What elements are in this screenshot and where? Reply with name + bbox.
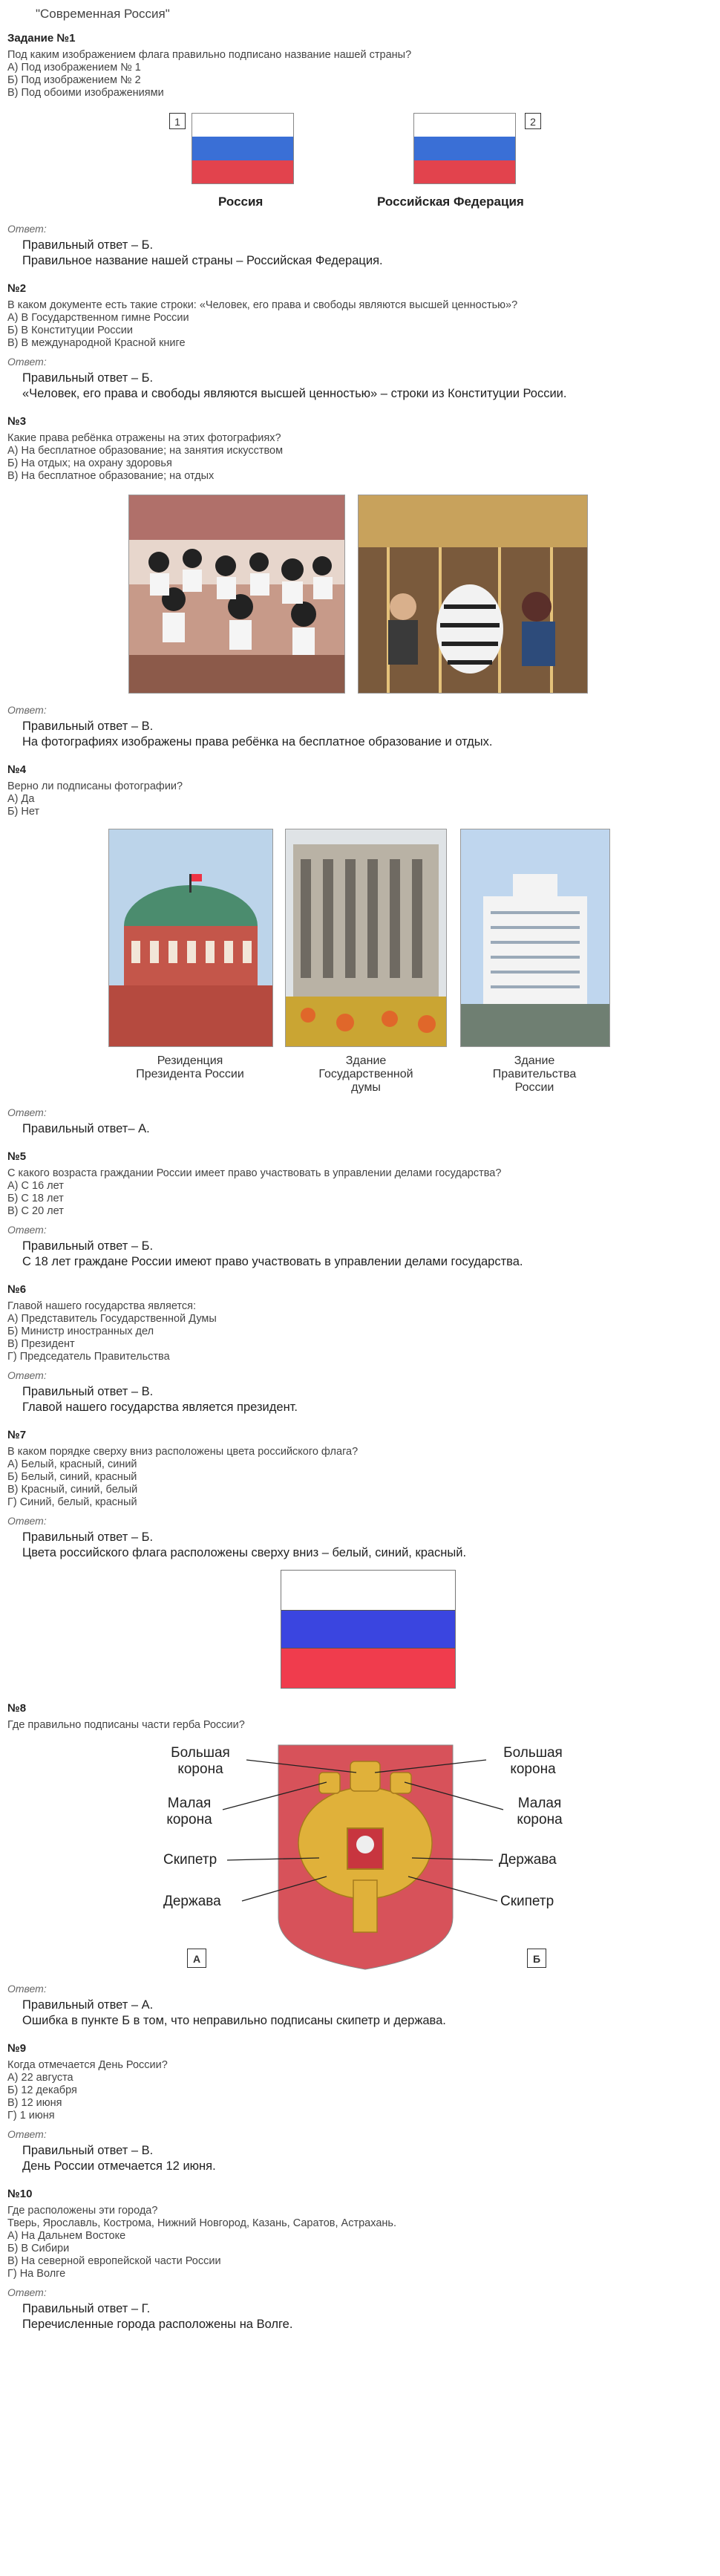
task-title: №5 bbox=[7, 1150, 27, 1163]
flags-figure bbox=[7, 100, 720, 217]
task-title: №6 bbox=[7, 1283, 27, 1296]
option: В) Красный, синий, белый bbox=[7, 1484, 138, 1496]
option: Б) Министр иностранных дел bbox=[7, 1326, 154, 1337]
task-title: №9 bbox=[7, 2042, 27, 2055]
option: Б) Белый, синий, красный bbox=[7, 1471, 137, 1483]
option: Г) Председатель Правительства bbox=[7, 1351, 170, 1363]
building-caption bbox=[288, 1054, 444, 1095]
option: Г) 1 июня bbox=[7, 2110, 55, 2122]
document-title: "Современная Россия" bbox=[36, 7, 170, 21]
task-5 bbox=[7, 1150, 720, 1270]
task-2 bbox=[7, 282, 720, 402]
answer-line: Правильный ответ – Г. bbox=[22, 2302, 151, 2315]
caption-line: Государственной bbox=[318, 1068, 413, 1080]
option: В) С 20 лет bbox=[7, 1205, 64, 1217]
option: А) Под изображением № 1 bbox=[7, 62, 141, 74]
answer-line: Правильный ответ – Б. bbox=[22, 1239, 154, 1253]
answer-label: Ответ: bbox=[7, 704, 47, 716]
answer-label: Ответ: bbox=[7, 1515, 47, 1527]
answer-label: Ответ: bbox=[7, 2286, 47, 2298]
question: Главой нашего государства является: bbox=[7, 1300, 197, 1312]
answer bbox=[7, 1384, 720, 1415]
question: Под каким изображением флага правильно подписано название нашей страны? bbox=[7, 49, 412, 61]
option: Б) На отдых; на охрану здоровья bbox=[7, 457, 172, 469]
building-caption bbox=[460, 1054, 609, 1095]
question: В каком порядке сверху вниз расположены цвета российского флага? bbox=[7, 1446, 359, 1458]
option: Г) Синий, белый, красный bbox=[7, 1496, 137, 1508]
option: В) 12 июня bbox=[7, 2097, 62, 2109]
answer-label: Ответ: bbox=[7, 2128, 47, 2140]
question: С какого возраста граждании России имеет право участвовать в управлении делами государства? bbox=[7, 1167, 502, 1179]
answer bbox=[7, 1239, 720, 1270]
task-title: №10 bbox=[7, 2188, 33, 2200]
number-box: 1 bbox=[169, 113, 186, 129]
coat-of-arms-drawing bbox=[7, 1732, 720, 1977]
option: Б) В Сибири bbox=[7, 2243, 70, 2254]
answer bbox=[7, 238, 720, 269]
task-6 bbox=[7, 1283, 720, 1415]
number-box: 2 bbox=[525, 113, 541, 129]
option: А) На бесплатное образование; на занятия искусством bbox=[7, 445, 284, 457]
senate-photo bbox=[108, 829, 273, 1047]
task-title: №8 bbox=[7, 1702, 27, 1715]
answer-line: День России отмечается 12 июня. bbox=[22, 2159, 216, 2173]
answer bbox=[7, 371, 720, 402]
answer-line: «Человек, его права и свободы являются высшей ценностью» – строки из Конституции России. bbox=[22, 387, 567, 400]
photos-figure bbox=[7, 483, 720, 698]
task-title: №2 bbox=[7, 282, 27, 295]
answer bbox=[7, 1998, 720, 2029]
answer-label: Ответ: bbox=[7, 1369, 47, 1381]
flag-caption: Российская Федерация bbox=[377, 195, 524, 209]
task-10 bbox=[7, 2188, 720, 2332]
label-left: Малая корона bbox=[166, 1796, 212, 1827]
label-right: Держава bbox=[499, 1852, 557, 1868]
carousel-photo bbox=[358, 495, 588, 694]
option: А) Представитель Государственной Думы bbox=[7, 1313, 217, 1325]
option: Г) На Волге bbox=[7, 2268, 66, 2280]
answer-line: Правильный ответ – Б. bbox=[22, 1530, 154, 1544]
task-8 bbox=[7, 1702, 720, 2029]
option: А) На Дальнем Востоке bbox=[7, 2230, 126, 2242]
option: Б) В Конституции России bbox=[7, 325, 133, 336]
task-7 bbox=[7, 1429, 720, 1699]
task-title: №3 bbox=[7, 415, 27, 428]
label-left: Скипетр bbox=[163, 1852, 217, 1868]
answer-line: Цвета российского флага расположены сверху вниз – белый, синий, красный. bbox=[22, 1546, 467, 1559]
question: Какие права ребёнка отражены на этих фотографиях? bbox=[7, 432, 281, 444]
question: Когда отмечается День России? bbox=[7, 2059, 168, 2071]
flag-caption: Россия bbox=[218, 195, 264, 209]
mark-a: А bbox=[187, 1949, 206, 1968]
answer bbox=[7, 2143, 720, 2174]
answer-line: Правильное название нашей страны – Российская Федерация. bbox=[22, 254, 383, 267]
task-title: Задание №1 bbox=[7, 32, 76, 45]
question: Где расположены эти города? bbox=[7, 2205, 158, 2217]
option: А) 22 августа bbox=[7, 2072, 73, 2084]
flag-2 bbox=[413, 113, 516, 184]
task-4 bbox=[7, 763, 720, 1137]
answer bbox=[7, 2301, 720, 2332]
option: В) Под обоими изображениями bbox=[7, 87, 164, 99]
question: Верно ли подписаны фотографии? bbox=[7, 780, 183, 792]
duma-photo bbox=[285, 829, 447, 1047]
option: А) Да bbox=[7, 793, 35, 805]
caption-line: Резиденция bbox=[157, 1054, 223, 1067]
answer-line: Правильный ответ– А. bbox=[22, 1122, 150, 1135]
building-caption bbox=[111, 1054, 269, 1081]
label-right: Малая корона bbox=[517, 1796, 563, 1827]
answer-label: Ответ: bbox=[7, 1983, 47, 1995]
label-right: Большая корона bbox=[503, 1745, 563, 1777]
answer-line: Ошибка в пункте Б в том, что неправильно подписаны скипетр и держава. bbox=[22, 2014, 446, 2027]
caption-line: Здание bbox=[514, 1054, 555, 1067]
option: А) В Государственном гимне России bbox=[7, 312, 189, 324]
answer-label: Ответ: bbox=[7, 1106, 47, 1118]
answer-line: Правильный ответ – А. bbox=[22, 1998, 154, 2012]
task-title: №7 bbox=[7, 1429, 27, 1441]
answer bbox=[7, 1121, 720, 1137]
task-3 bbox=[7, 415, 720, 750]
answer-label: Ответ: bbox=[7, 223, 47, 235]
question-cities: Тверь, Ярославль, Кострома, Нижний Новгород, Казань, Саратов, Астрахань. bbox=[7, 2217, 396, 2229]
answer-line: На фотографиях изображены права ребёнка на бесплатное образование и отдых. bbox=[22, 735, 493, 749]
caption-line: Здание bbox=[345, 1054, 387, 1067]
label-left: Держава bbox=[163, 1894, 221, 1909]
task-9 bbox=[7, 2042, 720, 2174]
white-house-photo bbox=[460, 829, 610, 1047]
option: В) На северной европейской части России bbox=[7, 2255, 221, 2267]
classroom-photo bbox=[128, 495, 345, 694]
answer-line: Главой нашего государства является президент. bbox=[22, 1401, 298, 1414]
mark-b: Б bbox=[527, 1949, 546, 1968]
caption-line: Президента России bbox=[136, 1068, 244, 1080]
task-1 bbox=[7, 32, 720, 269]
russian-flag bbox=[281, 1570, 456, 1689]
answer-line: Правильный ответ – В. bbox=[22, 1385, 154, 1398]
option: Б) 12 декабря bbox=[7, 2084, 77, 2096]
answer-line: Перечисленные города расположены на Волге. bbox=[22, 2318, 293, 2331]
label-left: Большая корона bbox=[171, 1745, 230, 1777]
option: В) В международной Красной книге bbox=[7, 337, 186, 349]
answer bbox=[7, 1530, 720, 1561]
answer-line: Правильный ответ – Б. bbox=[22, 238, 154, 252]
question: Где правильно подписаны части герба России? bbox=[7, 1719, 245, 1731]
option: Б) Нет bbox=[7, 806, 40, 818]
answer-label: Ответ: bbox=[7, 356, 47, 368]
option: Б) Под изображением № 2 bbox=[7, 74, 141, 86]
answer bbox=[7, 719, 720, 750]
option: А) С 16 лет bbox=[7, 1180, 64, 1192]
russian-flag-figure bbox=[7, 1565, 720, 1699]
answer-line: Правильный ответ – В. bbox=[22, 2144, 154, 2157]
option: В) Президент bbox=[7, 1338, 75, 1350]
caption-line: Правительства bbox=[492, 1068, 577, 1080]
answer-line: Правильный ответ – В. bbox=[22, 720, 154, 733]
buildings-figure bbox=[7, 818, 720, 1100]
answer-line: С 18 лет граждане России имеют право участвовать в управлении делами государства. bbox=[22, 1255, 523, 1268]
caption-line: России bbox=[514, 1081, 554, 1094]
task-title: №4 bbox=[7, 763, 27, 776]
answer-label: Ответ: bbox=[7, 1224, 47, 1236]
label-right: Скипетр bbox=[500, 1894, 554, 1909]
flag-1 bbox=[192, 113, 294, 184]
coat-of-arms-figure bbox=[7, 1732, 720, 1977]
answer-line: Правильный ответ – Б. bbox=[22, 371, 154, 385]
option: В) На бесплатное образование; на отдых bbox=[7, 470, 215, 482]
option: А) Белый, красный, синий bbox=[7, 1458, 137, 1470]
caption-line: думы bbox=[351, 1081, 381, 1094]
option: Б) С 18 лет bbox=[7, 1193, 64, 1204]
question: В каком документе есть такие строки: «Человек, его права и свободы являются высшей ценностью»? bbox=[7, 299, 518, 311]
